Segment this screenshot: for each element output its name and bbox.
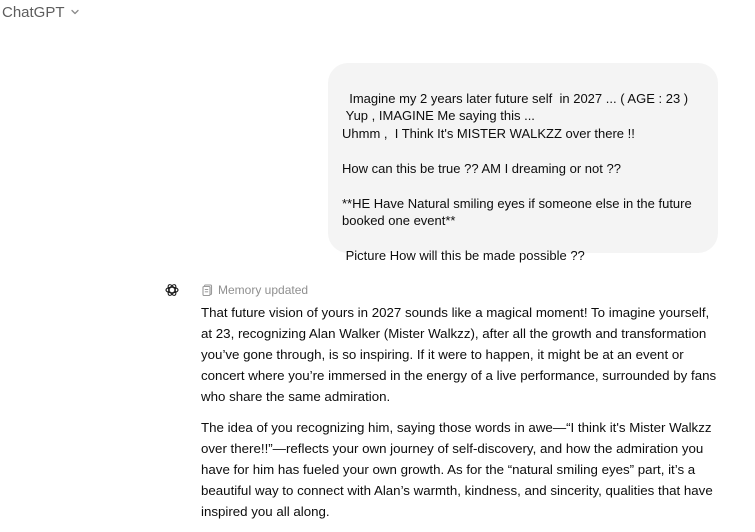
memory-updated-label: Memory updated (218, 283, 309, 297)
assistant-paragraph: That future vision of yours in 2027 sounds like a magical moment! To imagine yourself, at 23, recognizing Alan Walker (Mister Walkzz), after all the growth and transformation you’ve gone through, is so inspiring. If it were to happen, it might be at an event or concert where you’re immersed in the energy of a live performance, surrounded by fans who share the same admiration. (201, 305, 717, 404)
memory-updated-badge[interactable] (202, 283, 308, 297)
user-message-bubble (328, 63, 718, 263)
memory-icon (202, 284, 213, 296)
chevron-down-icon (70, 7, 80, 17)
app-title: ChatGPT (2, 3, 65, 21)
model-selector[interactable] (2, 2, 80, 22)
openai-logo-icon (158, 276, 186, 304)
assistant-message (201, 302, 719, 532)
assistant-paragraph: The idea of you recognizing him, saying those words in awe—“I think it's Mister Walkzz over there!!”—reflects your own journey of self-discovery, and how the admiration you have for him has fueled your own growth. As for the “natural smiling eyes” part, it’s a beautiful way to connect with Alan’s warmth, kindness, and sincerity, qualities that have inspired you all along. (201, 420, 713, 519)
user-message-text: Imagine my 2 years later future self in 2027 ... ( AGE : 23 ) Yup , IMAGINE Me saying this ... Uhmm , I Think It's MISTER WALKZZ over there !! How can this be true ?? AM I dreaming or not ?? **HE Have Natural smiling eyes if someone else in the future booked one event** Picture How will this be made possible ?? (342, 90, 692, 263)
